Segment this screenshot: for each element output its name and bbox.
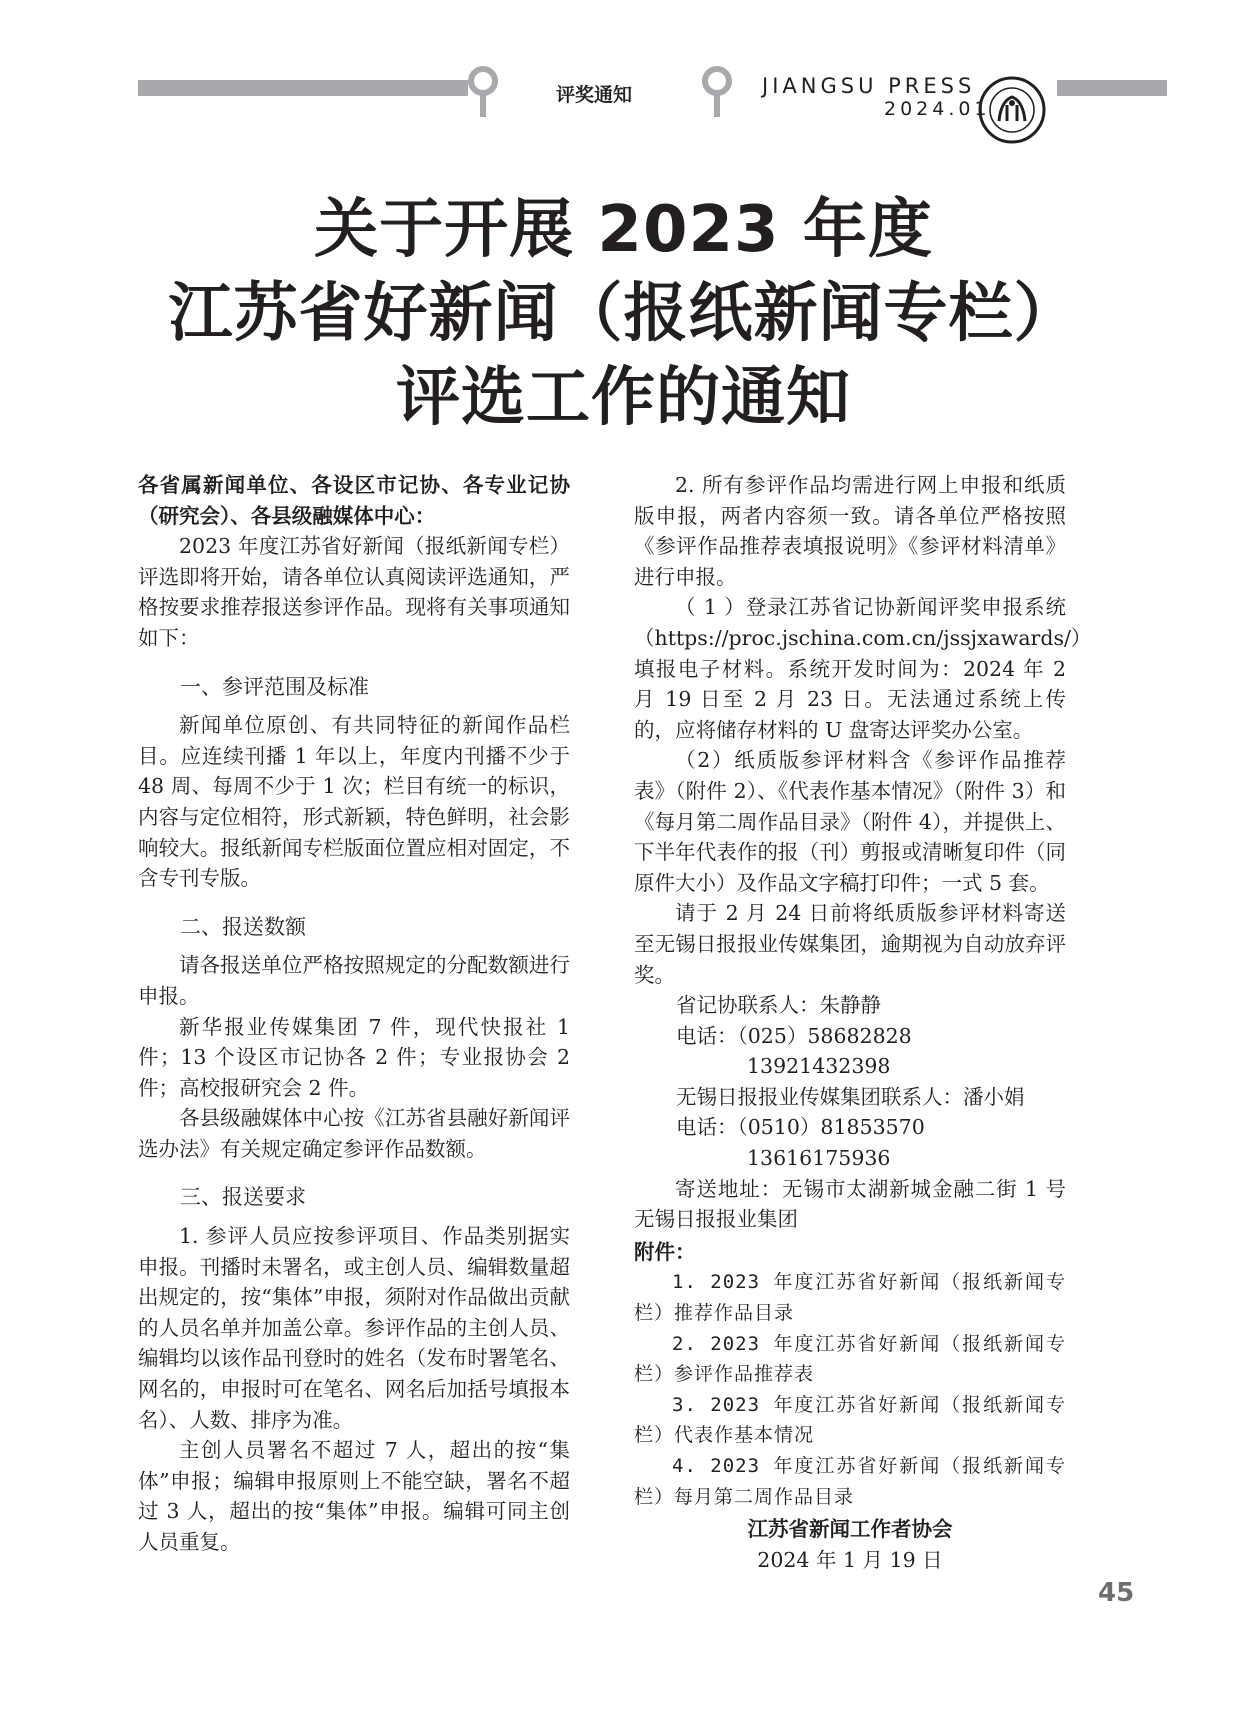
pin-icon <box>700 66 734 120</box>
contact-phone: 电话：（025）58682828 <box>676 1023 912 1048</box>
paragraph: 请各报送单位严格按照规定的分配数额进行申报。 <box>138 953 570 1008</box>
contact-phone: 电话：（0510）81853570 <box>676 1115 925 1140</box>
issue-date: 2024 年 1 月 19 日 <box>757 1547 943 1572</box>
header-rule-left <box>138 80 468 96</box>
title-line-3: 评选工作的通知 <box>396 361 851 435</box>
paragraph: （2）纸质版参评材料含《参评作品推荐表》（附件 2）、《代表作基本情况》（附件 3）和《每月第二周作品目录》（附件 4），并提供上、下半年代表作的报（刊）剪报或清晰复印件（同原件大小）及作品文字稿打印件；一式 5 套。 <box>634 748 1066 895</box>
paragraph: 各县级融媒体中心按《江苏省县融好新闻评选办法》有关规定确定参评作品数额。 <box>138 1106 570 1161</box>
page-number: 45 <box>1098 1578 1135 1608</box>
attachment-item: 2. 2023 年度江苏省好新闻（报纸新闻专栏）参评作品推荐表 <box>634 1332 1066 1386</box>
pin-icon <box>466 66 500 120</box>
section-heading: 三、报送要求 <box>180 1185 306 1210</box>
mailing-address: 寄送地址：无锡市太湖新城金融二街 1 号无锡日报报业集团 <box>634 1176 1066 1232</box>
right-column <box>634 470 1092 1575</box>
association-seal-icon <box>977 75 1047 145</box>
paragraph: 新闻单位原创、有共同特征的新闻作品栏目。应连续刊播 1 年以上，年度内刊播不少于 48 周、每周不少于 1 次；栏目有统一的标识，内容与定位相符，形式新颖，特色鲜明，社会影响较大。报纸新闻专栏版面位置应相对固定，不含专刊专版。 <box>138 713 570 891</box>
attachments-heading: 附件： <box>634 1239 696 1264</box>
magazine-name: JIANGSU PRESS <box>762 74 976 98</box>
paragraph: （ 1 ）登录江苏省记协新闻评奖申报系统（https://proc.jschina.com.cn/jssjxawards/）填报电子材料。系统开发时间为：2024 年 2 月 19 日至 2 月 23 日。无法通过系统上传的，应将储存材料的 U 盘寄达评奖办公室。 <box>634 595 1092 742</box>
left-column <box>138 470 570 1558</box>
contact-person: 省记协联系人：朱静静 <box>676 993 881 1018</box>
article-title <box>0 188 1247 440</box>
issue-number: 2024.01 <box>884 98 991 120</box>
attachment-item: 1. 2023 年度江苏省好新闻（报纸新闻专栏）推荐作品目录 <box>634 1271 1066 1325</box>
contact-mobile: 13921432398 <box>747 1054 891 1079</box>
section-heading: 二、报送数额 <box>180 914 306 939</box>
attachment-item: 3. 2023 年度江苏省好新闻（报纸新闻专栏）代表作基本情况 <box>634 1393 1066 1447</box>
paragraph: 2. 所有参评作品均需进行网上申报和纸质版申报，两者内容须一致。请各单位严格按照《参评作品推荐表填报说明》《参评材料清单》进行申报。 <box>634 473 1066 589</box>
paragraph: 新华报业传媒集团 7 件，现代快报社 1 件；13 个设区市记协各 2 件；专业报协会 2 件；高校报研究会 2 件。 <box>138 1014 570 1100</box>
intro-paragraph: 2023 年度江苏省好新闻（报纸新闻专栏）评选即将开始，请各单位认真阅读评选通知，严格按要求推荐报送参评作品。现将有关事项通知如下： <box>138 534 570 650</box>
contact-mobile: 13616175936 <box>747 1146 891 1171</box>
paragraph: 请于 2 月 24 日前将纸质版参评材料寄送至无锡日报报业传媒集团，逾期视为自动放弃评奖。 <box>634 901 1066 987</box>
title-line-1: 关于开展 2023 年度 <box>314 193 933 267</box>
paragraph: 1. 参评人员应按参评项目、作品类别据实申报。刊播时未署名，或主创人员、编辑数量超出规定的，按“集体”申报，须附对作品做出贡献的人员名单并加盖公章。参评作品的主创人员、编辑均以该作品刊登时的姓名（发布时署笔名、网名的，申报时可在笔名、网名后加括号填报本名）、人数、排序为准。 <box>138 1224 570 1432</box>
title-line-2: 江苏省好新闻（报纸新闻专栏） <box>168 277 1079 351</box>
signature: 江苏省新闻工作者协会 <box>747 1517 953 1542</box>
paragraph: 主创人员署名不超过 7 人，超出的按“集体”申报；编辑申报原则上不能空缺，署名不超过 3 人，超出的按“集体”申报。编辑可同主创人员重复。 <box>138 1438 570 1554</box>
header-rule-right <box>1057 80 1167 96</box>
attachment-item: 4. 2023 年度江苏省好新闻（报纸新闻专栏）每月第二周作品目录 <box>634 1455 1066 1508</box>
section-label: 评奖通知 <box>556 84 633 106</box>
salutation: 各省属新闻单位、各设区市记协、各专业记协（研究会）、各县级融媒体中心： <box>138 473 570 528</box>
section-heading: 一、参评范围及标准 <box>180 674 369 699</box>
contact-person: 无锡日报报业传媒集团联系人：潘小娟 <box>676 1084 1025 1109</box>
